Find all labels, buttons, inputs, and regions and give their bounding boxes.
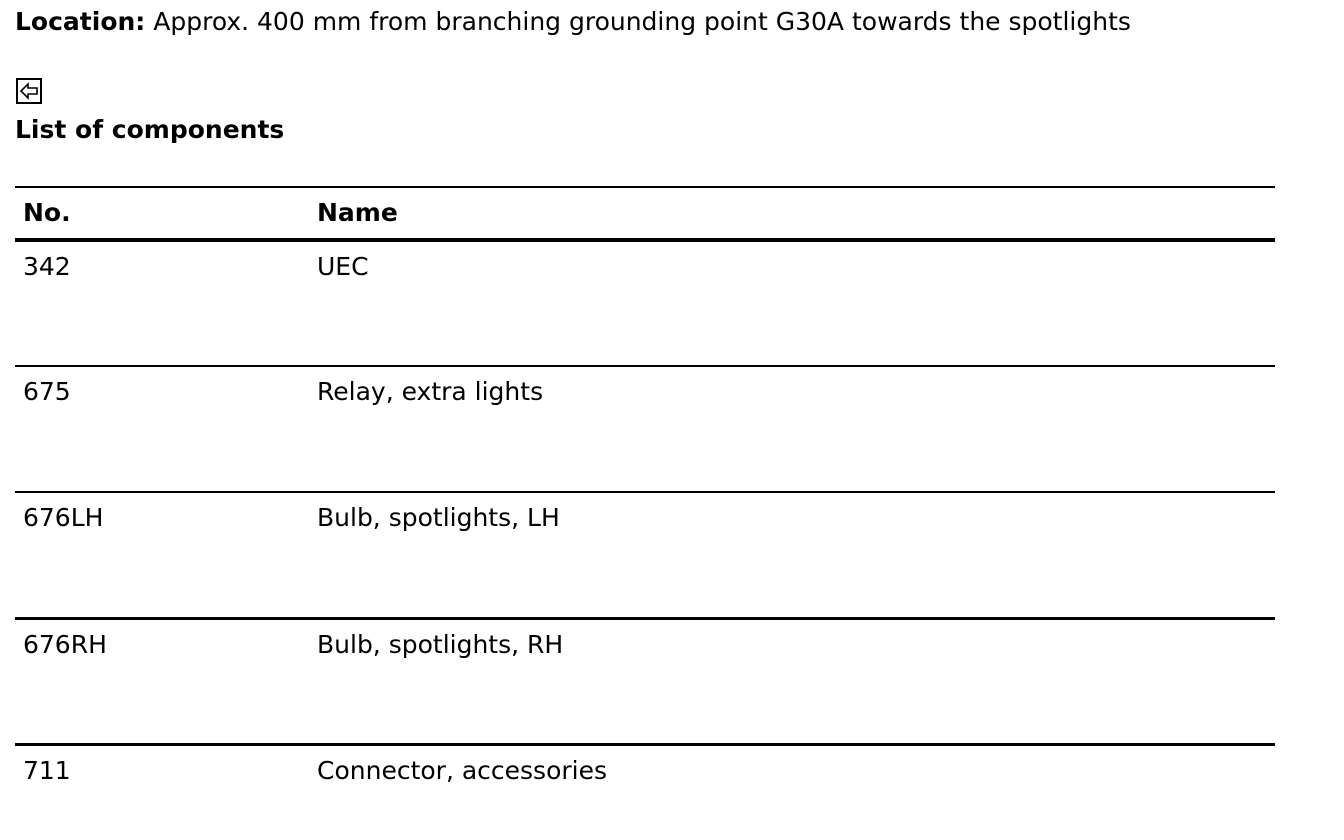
list-of-components-heading: List of components: [15, 115, 285, 144]
component-name: Relay, extra lights: [317, 366, 1275, 492]
component-name: Bulb, spotlights, LH: [317, 492, 1275, 618]
table-row: [15, 366, 1275, 492]
component-number: 676RH: [15, 618, 317, 744]
location-line: [15, 4, 1131, 40]
location-label: Location:: [15, 7, 146, 36]
location-text: Approx. 400 mm from branching grounding point G30A towards the spotlights: [145, 7, 1131, 36]
component-name: UEC: [317, 240, 1275, 366]
table-row: [15, 618, 1275, 744]
component-number: 676LH: [15, 492, 317, 618]
component-number: 711: [23, 755, 71, 785]
column-header-no: No.: [15, 187, 317, 240]
components-table: [15, 186, 1275, 840]
table-row: [15, 744, 1275, 840]
back-arrow-icon: [15, 77, 53, 107]
table-row: [15, 492, 1275, 618]
component-number: 342: [15, 240, 317, 366]
back-button[interactable]: [15, 77, 53, 107]
table-row: [15, 240, 1275, 366]
component-name: Bulb, spotlights, RH: [317, 618, 1275, 744]
table-header-row: [15, 187, 1275, 240]
column-header-name: Name: [317, 187, 1275, 240]
component-number: 675: [15, 366, 317, 492]
component-name: Connector, accessories: [317, 755, 608, 785]
